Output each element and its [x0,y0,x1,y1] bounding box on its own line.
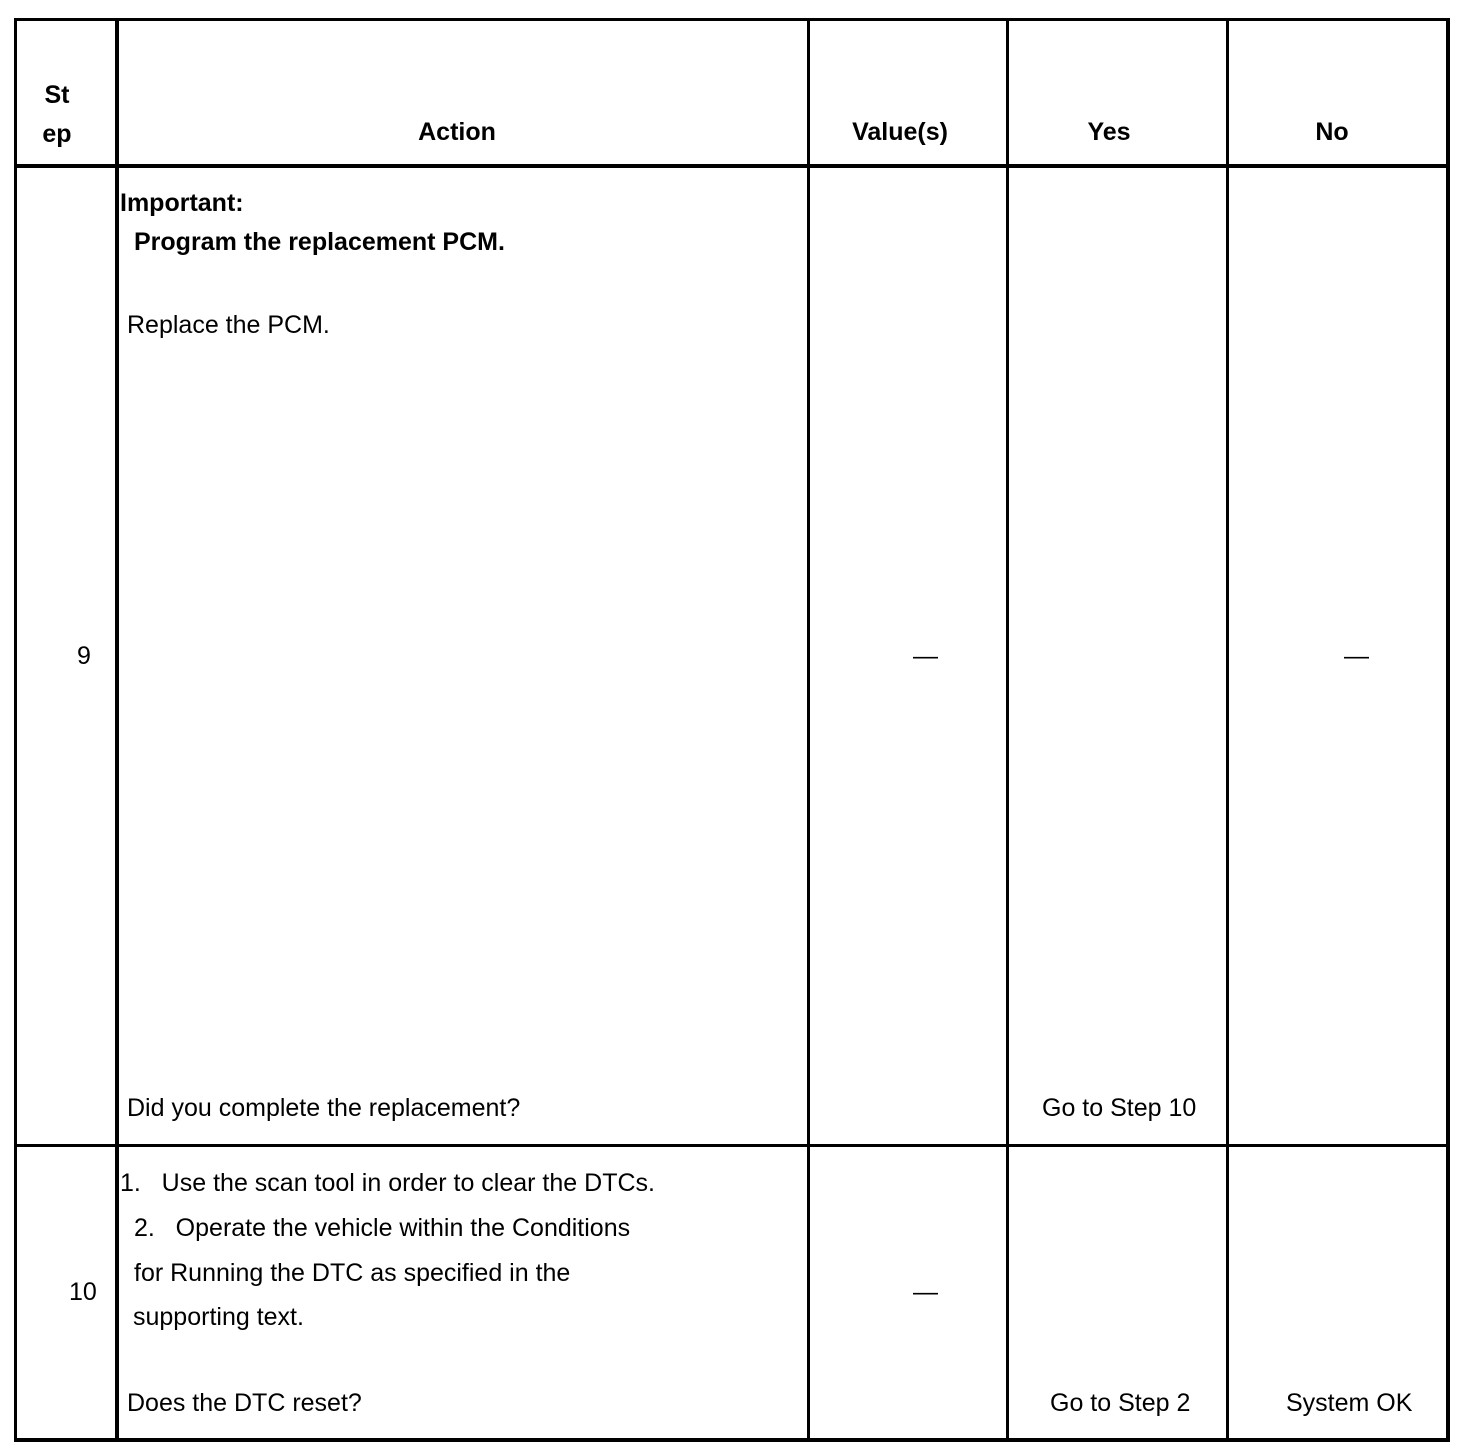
column-divider-step [115,18,119,1442]
table-border-bottom [14,1438,1450,1442]
row-9-instruction: Replace the PCM. [127,311,330,339]
column-divider-action [807,18,810,1442]
table-border-left [14,18,17,1442]
row-10-no: System OK [1286,1389,1413,1417]
header-divider [14,164,1450,168]
header-step [17,76,97,154]
row-9-important-text: Program the replacement PCM. [134,228,505,256]
row-9-question: Did you complete the replacement? [127,1094,521,1122]
row-9-yes: Go to Step 10 [1042,1094,1197,1122]
column-divider-yes [1226,18,1229,1442]
row-9-value: — [913,642,938,670]
header-action: Action [418,118,496,146]
row-10-instruction-2-line2: for Running the DTC as specified in the [134,1259,571,1287]
header-no: No [1315,118,1349,146]
header-step-line1: St [44,81,70,109]
table-border-right [1446,18,1450,1442]
diagnostic-table [14,18,1450,1442]
row-9-step: 9 [77,642,91,670]
row-9-no: — [1344,642,1369,670]
header-values: Value(s) [852,118,948,146]
row-9-important-label: Important: [120,189,244,217]
column-divider-values [1006,18,1009,1442]
row-10-value: — [913,1278,938,1306]
header-yes: Yes [1087,118,1131,146]
table-border-top [14,18,1450,21]
row-10-step: 10 [69,1278,97,1306]
row-divider [14,1144,1450,1147]
row-10-question: Does the DTC reset? [127,1389,362,1417]
row-10-instruction-1: 1. Use the scan tool in order to clear the DTCs. [120,1169,655,1197]
row-10-instruction-2-line1: 2. Operate the vehicle within the Conditions [134,1214,631,1242]
row-10-yes: Go to Step 2 [1050,1389,1191,1417]
header-step-line2: ep [42,120,72,148]
row-10-instruction-2-line3: supporting text. [133,1303,304,1331]
